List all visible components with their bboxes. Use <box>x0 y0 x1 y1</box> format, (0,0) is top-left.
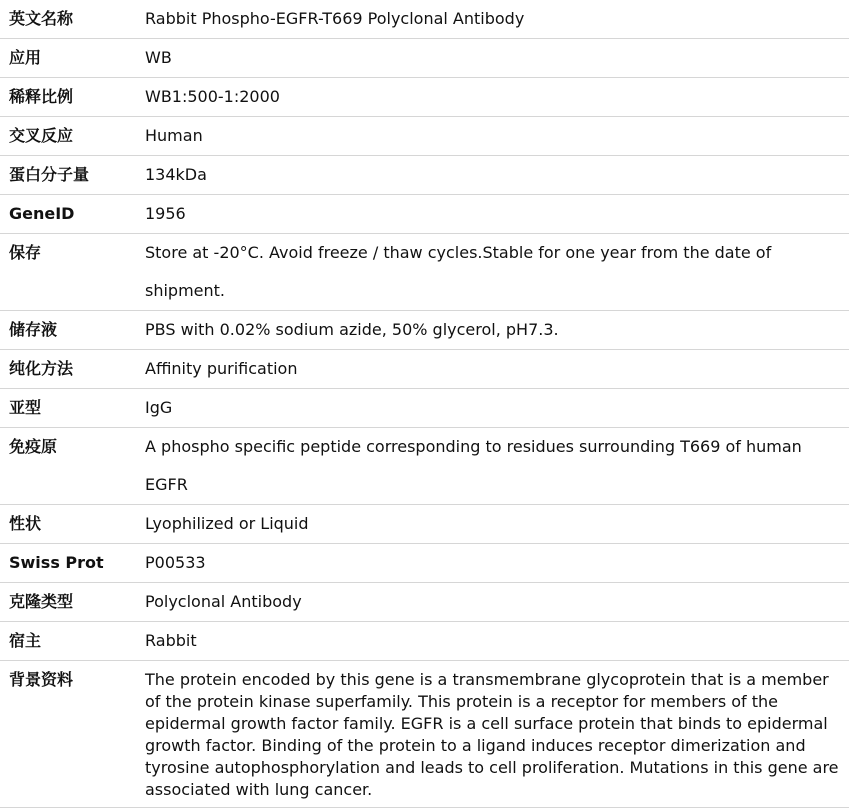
spec-key: 储存液 <box>0 311 136 350</box>
spec-key: 蛋白分子量 <box>0 156 136 195</box>
spec-row-isotype <box>0 389 849 428</box>
spec-row-form <box>0 505 849 544</box>
spec-row-application <box>0 39 849 78</box>
spec-row-reactivity <box>0 117 849 156</box>
spec-value: P00533 <box>136 544 849 583</box>
spec-row-host <box>0 622 849 661</box>
spec-key: 背景资料 <box>0 661 136 808</box>
spec-value: Store at -20°C. Avoid freeze / thaw cycles.Stable for one year from the date of shipment. <box>136 234 849 311</box>
spec-value: The protein encoded by this gene is a transmembrane glycoprotein that is a member of the protein kinase superfamily. This protein is a receptor for members of the epidermal growth factor family. EGFR is a cell surface protein that binds to epidermal growth factor. Binding of the protein to a ligand induces receptor dimerization and tyrosine autophosphorylation and leads to cell proliferation. Mutations in this gene are associated with lung cancer. <box>136 661 849 808</box>
spec-value: PBS with 0.02% sodium azide, 50% glycerol, pH7.3. <box>136 311 849 350</box>
spec-key: 稀释比例 <box>0 78 136 117</box>
spec-row-background <box>0 661 849 808</box>
spec-row-purification <box>0 350 849 389</box>
spec-key: 宿主 <box>0 622 136 661</box>
spec-key: GeneID <box>0 195 136 234</box>
spec-value: 134kDa <box>136 156 849 195</box>
spec-value: Rabbit Phospho-EGFR-T669 Polyclonal Antibody <box>136 0 849 39</box>
spec-key: 性状 <box>0 505 136 544</box>
spec-row-clonality <box>0 583 849 622</box>
spec-value: WB <box>136 39 849 78</box>
spec-value: Human <box>136 117 849 156</box>
spec-row-dilution <box>0 78 849 117</box>
spec-value: Affinity purification <box>136 350 849 389</box>
spec-value: Polyclonal Antibody <box>136 583 849 622</box>
spec-key: Swiss Prot <box>0 544 136 583</box>
spec-value: 1956 <box>136 195 849 234</box>
spec-key: 克隆类型 <box>0 583 136 622</box>
spec-key: 保存 <box>0 234 136 311</box>
spec-key: 免疫原 <box>0 428 136 505</box>
spec-value: IgG <box>136 389 849 428</box>
spec-value: Rabbit <box>136 622 849 661</box>
spec-row-english-name <box>0 0 849 39</box>
spec-row-molecular-weight <box>0 156 849 195</box>
spec-row-buffer <box>0 311 849 350</box>
spec-value: Lyophilized or Liquid <box>136 505 849 544</box>
spec-row-swiss-prot <box>0 544 849 583</box>
spec-key: 纯化方法 <box>0 350 136 389</box>
spec-row-gene-id <box>0 195 849 234</box>
spec-value: WB1:500-1:2000 <box>136 78 849 117</box>
spec-key: 亚型 <box>0 389 136 428</box>
spec-row-storage <box>0 234 849 311</box>
spec-key: 应用 <box>0 39 136 78</box>
spec-key: 交叉反应 <box>0 117 136 156</box>
spec-key: 英文名称 <box>0 0 136 39</box>
spec-value: A phospho specific peptide corresponding to residues surrounding T669 of human EGFR <box>136 428 849 505</box>
spec-row-immunogen <box>0 428 849 505</box>
